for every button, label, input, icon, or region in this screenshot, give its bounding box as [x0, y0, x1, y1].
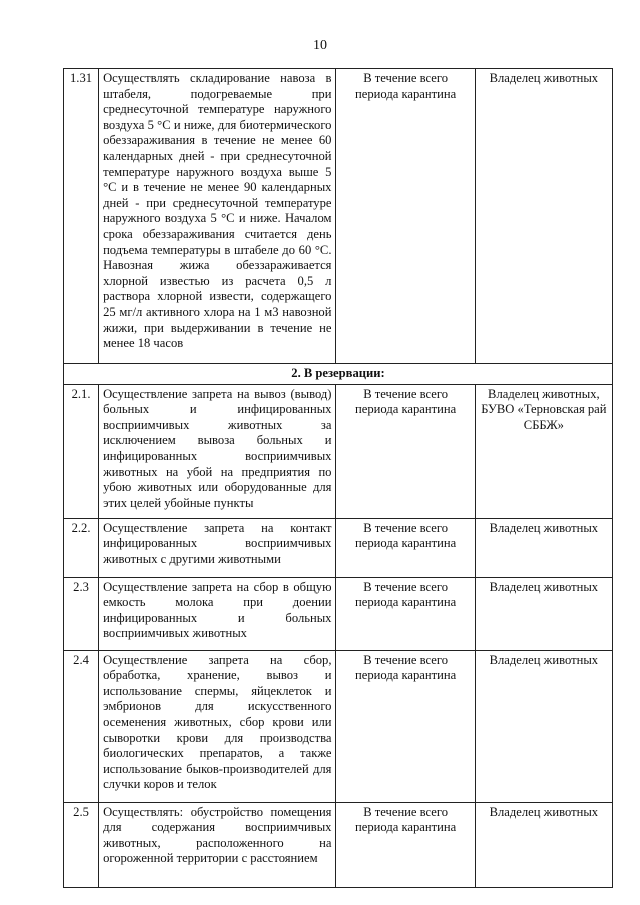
table-row — [64, 69, 613, 364]
row-action: Осуществлять складирование навоза в штабеля, подогреваемые при среднесуточной температуре наружного воздуха 5 °С и ниже, для биотермического обеззараживания в течение не менее 60 календарных дней - при среднесуточной температуре наружного воздуха выше 5 °С и в течение не менее 90 календарных дней - при среднесуточной температуре наружного воздуха 5 °С и ниже. Началом срока обеззараживания считается день подъема температуры в штабеле до 60 °С. Навозная жижа обеззараживается хлорной известью из расчета 0,5 л раствора хлорной извести, содержащего 25 мг/л активного хлора на 1 м3 навозной жижи, при выдерживании в течение не менее 18 часов — [99, 69, 336, 364]
row-number: 2.4 — [64, 650, 99, 802]
row-action: Осуществлять: обустройство помещения для содержания восприимчивых животных, расположенного на огороженной территории с расстоянием — [99, 802, 336, 887]
quarantine-measures-table — [63, 68, 613, 888]
table-row — [64, 802, 613, 887]
row-term: В течение всего периода карантина — [336, 69, 475, 364]
section-title: 2. В резервации: — [64, 364, 613, 385]
row-responsible: Владелец животных — [475, 69, 612, 364]
row-responsible: Владелец животных — [475, 518, 612, 577]
row-term: В течение всего периода карантина — [336, 384, 475, 518]
table-row — [64, 650, 613, 802]
row-responsible: Владелец животных, БУВО «Терновская рай СББЖ» — [475, 384, 612, 518]
row-number: 2.3 — [64, 577, 99, 650]
table-row — [64, 577, 613, 650]
row-term: В течение всего периода карантина — [336, 802, 475, 887]
row-number: 1.31 — [64, 69, 99, 364]
row-responsible: Владелец животных — [475, 650, 612, 802]
row-responsible: Владелец животных — [475, 577, 612, 650]
row-action: Осуществление запрета на сбор в общую емкость молока при доении инфицированных и больных восприимчивых животных — [99, 577, 336, 650]
row-number: 2.2. — [64, 518, 99, 577]
table-row — [64, 384, 613, 518]
table-row — [64, 518, 613, 577]
row-number: 2.5 — [64, 802, 99, 887]
page-number: 10 — [313, 38, 327, 53]
row-number: 2.1. — [64, 384, 99, 518]
row-action: Осуществление запрета на вывоз (вывод) больных и инфицированных восприимчивых животных за исключением вывоза больных и инфицированных восприимчивых животных на убой на предприятия по убою животных или оборудованные для этих целей убойные пункты — [99, 384, 336, 518]
row-responsible: Владелец животных — [475, 802, 612, 887]
row-term: В течение всего периода карантина — [336, 518, 475, 577]
section-header-row — [64, 364, 613, 385]
row-action: Осуществление запрета на сбор, обработка, хранение, вывоз и использование спермы, яйцеклеток и эмбрионов для искусственного осеменения животных, сбор крови или сыворотки крови для производства биологических препаратов, а также использование быков-производителей для случки коров и телок — [99, 650, 336, 802]
row-term: В течение всего периода карантина — [336, 650, 475, 802]
row-action: Осуществление запрета на контакт инфицированных восприимчивых животных с другими животными — [99, 518, 336, 577]
row-term: В течение всего периода карантина — [336, 577, 475, 650]
